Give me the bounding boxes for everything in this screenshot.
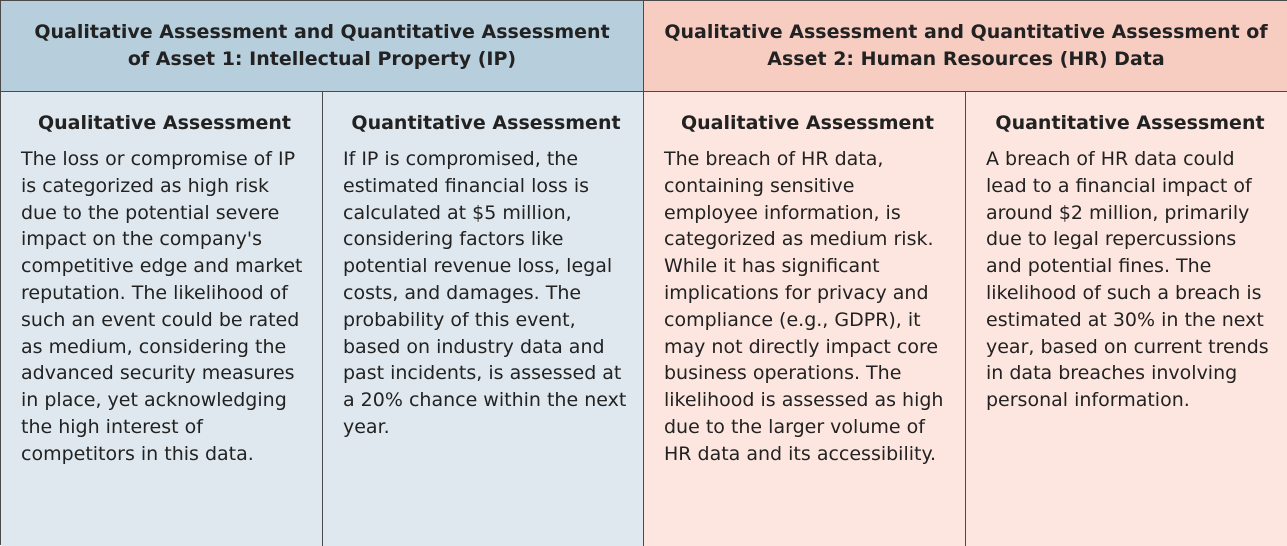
asset1-quantitative-title: Quantitative Assessment (351, 112, 621, 134)
asset2-header (644, 1, 1287, 92)
asset1-qualitative-cell (1, 92, 323, 546)
asset2-quantitative-title: Quantitative Assessment (995, 112, 1265, 134)
asset2-header-text: Qualitative Assessment and Quantitative Assessment of Asset 2: Human Resources (HR) Data (664, 21, 1268, 70)
asset2-qualitative-title: Qualitative Assessment (680, 112, 935, 134)
asset1-header-text: Qualitative Assessment and Quantitative Assessment of Asset 1: Intellectual Property (IP) (34, 21, 610, 70)
asset1-header (1, 1, 644, 92)
asset1-qualitative-title: Qualitative Assessment (37, 112, 292, 134)
asset1-quantitative-text: If IP is compromised, the estimated financial loss is calculated at $5 million, considering factors like potential revenue loss, legal costs, and damages. The probability of this event, based on industry data and past incidents, is assessed at a 20% chance within the next year. (343, 148, 627, 438)
asset2-quantitative-cell (966, 92, 1287, 546)
asset1-quantitative-cell (323, 92, 644, 546)
asset2-qualitative-cell (644, 92, 966, 546)
asset1-qualitative-text: The loss or compromise of IP is categorized as high risk due to the potential severe impact on the company's competitive edge and market reputation. The likelihood of such an event could be rated as medium, considering the advanced security measures in place, yet acknowledging the high interest of competitors in this data. (21, 148, 303, 465)
asset2-qualitative-text: The breach of HR data, containing sensitive employee information, is categorized as medium risk. While it has significant implications for privacy and compliance (e.g., GDPR), it may not directly impact core business operations. The likelihood is assessed as high due to the larger volume of HR data and its accessibility. (664, 148, 944, 465)
asset2-quantitative-text: A breach of HR data could lead to a financial impact of around $2 million, primarily due to legal repercussions and potential fines. The likelihood of such a breach is estimated at 30% in the next year, based on current trends in data breaches involving personal information. (986, 148, 1269, 412)
